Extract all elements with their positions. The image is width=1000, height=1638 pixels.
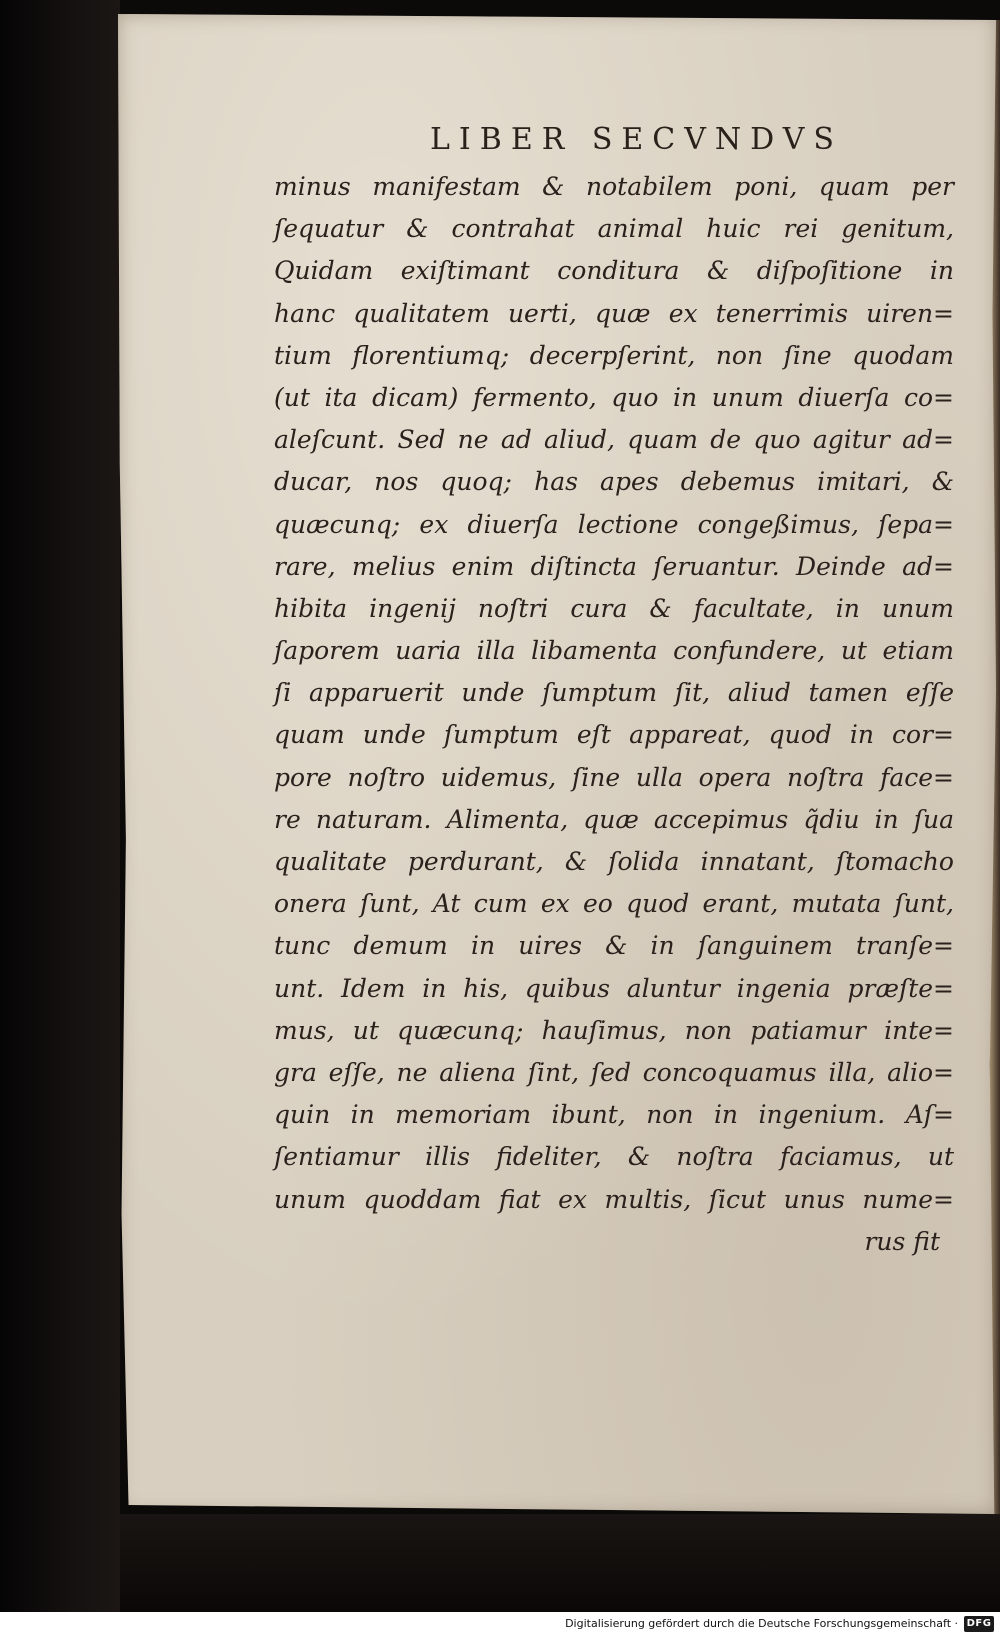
book-spine bbox=[0, 0, 120, 1612]
text-line: (ut ita dicam) fermento, quo in unum diuerſa co= bbox=[274, 382, 954, 412]
text-line: tium florentiumq; decerpſerint, non ſine quodam bbox=[274, 340, 954, 370]
text-line: re naturam. Alimenta, quæ accepimus q̃diu in ſua bbox=[274, 804, 954, 834]
text-line: quæcunq; ex diuerſa lectione congeßimus, ſepa= bbox=[274, 509, 954, 539]
text-line: minus manifestam & notabilem poni, quam per bbox=[274, 172, 954, 201]
text-line: onera ſunt, At cum ex eo quod erant, mutata ſunt, bbox=[274, 889, 954, 919]
text-line: Quidam exiſtimant conditura & diſpoſitione in bbox=[274, 256, 954, 286]
page-bottom-shadow bbox=[120, 1514, 1000, 1612]
text-line: quam unde ſumptum eſt appareat, quod in cor= bbox=[274, 720, 954, 750]
text-line: pore noſtro uidemus, ſine ulla opera noſtra face= bbox=[274, 762, 954, 792]
footer-credit: Digitalisierung gefördert durch die Deutsche Forschungsgemeinschaft · bbox=[565, 1617, 958, 1630]
running-head: LIBER SECVNDVS bbox=[430, 122, 843, 157]
text-line: ſi apparuerit unde ſumptum ſit, aliud tamen eſſe bbox=[274, 678, 954, 708]
text-line: unum quoddam fiat ex multis, ſicut unus nume= bbox=[274, 1184, 954, 1214]
text-line: rare, melius enim diſtincta ſeruantur. Deinde ad= bbox=[274, 551, 954, 581]
text-line: unt. Idem in his, quibus aluntur ingenia præſte= bbox=[274, 973, 954, 1003]
text-line: hibita ingenij noſtri cura & facultate, in unum bbox=[274, 593, 954, 623]
text-line: hanc qualitatem uerti, quæ ex tenerrimis uiren= bbox=[274, 298, 954, 328]
text-line: qualitate perdurant, & ſolida innatant, ſtomacho bbox=[274, 847, 954, 876]
text-line: ſentiamur illis fideliter, & noſtra faciamus, ut bbox=[274, 1142, 954, 1172]
text-line: mus, ut quæcunq; hauſimus, non patiamur inte= bbox=[274, 1015, 954, 1045]
text-line: ſaporem uaria illa libamenta confundere, ut etiam bbox=[274, 636, 954, 666]
text-line: tunc demum in uires & in ſanguinem tranſe= bbox=[274, 931, 954, 961]
dfg-logo: DFG bbox=[964, 1616, 994, 1632]
text-line: gra eſſe, ne aliena ſint, ſed concoquamus illa, alio= bbox=[274, 1057, 954, 1087]
text-line: aleſcunt. Sed ne ad aliud, quam de quo agitur ad= bbox=[274, 425, 954, 455]
body-text bbox=[274, 166, 954, 1263]
text-line: quin in memoriam ibunt, non in ingenium. Aſ= bbox=[274, 1100, 954, 1130]
footer-bar bbox=[0, 1612, 1000, 1638]
text-line: rus fit bbox=[864, 1226, 940, 1256]
text-line: ſequatur & contrahat animal huic rei genitum, bbox=[274, 214, 954, 244]
text-line: ducar, nos quoq; has apes debemus imitari, & bbox=[274, 467, 954, 497]
